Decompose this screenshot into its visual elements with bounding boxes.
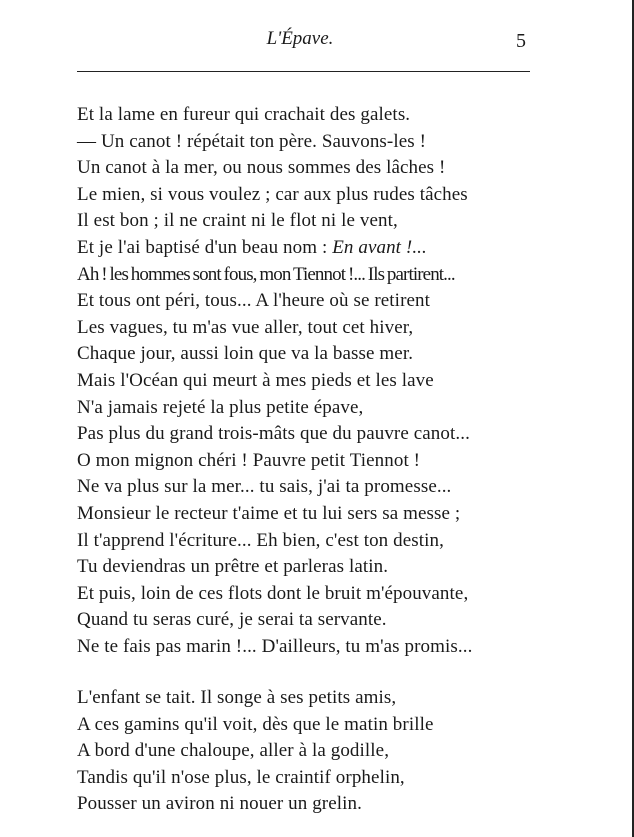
verse-line: Chaque jour, aussi loin que va la basse mer. (77, 343, 414, 365)
verse-line: Il t'apprend l'écriture... Eh bien, c'est ton destin, (77, 529, 444, 551)
verse-line: Un canot à la mer, ou nous sommes des lâches ! (77, 157, 446, 179)
verse-line: L'enfant se tait. Il songe à ses petits amis, (77, 687, 397, 708)
verse-line: Et tous ont péri, tous... A l'heure où se retirent (77, 290, 431, 312)
verse-line: Tandis qu'il n'ose plus, le craintif orphelin, (77, 766, 405, 788)
verse-line: Et la lame en fureur qui crachait des galets. (77, 104, 411, 125)
verse-line: — Un canot ! répétait ton père. Sauvons-les ! (77, 130, 427, 152)
verse-line: Tu deviendras un prêtre et parleras latin. (77, 556, 389, 578)
verse-line: Ne te fais pas marin !... D'ailleurs, tu m'as promis... (77, 635, 473, 657)
verse-line: Monsieur le recteur t'aime et tu lui sers sa messe ; (77, 502, 461, 524)
verse-line: Mais l'Océan qui meurt à mes pieds et les lave (77, 369, 434, 391)
verse-text: Et je l'ai baptisé d'un beau nom : (77, 236, 333, 258)
stanza-2 (77, 685, 434, 818)
running-title: L'Épave. (266, 28, 334, 49)
page-number: 5 (516, 30, 526, 52)
verse-line: Il est bon ; il ne craint ni le flot ni le vent, (77, 210, 398, 232)
verse-line: Et puis, loin de ces flots dont le bruit m'épouvante, (77, 582, 469, 604)
verse-line: N'a jamais rejeté la plus petite épave, (77, 396, 364, 418)
verse-line: Ne va plus sur la mer... tu sais, j'ai ta promesse... (77, 476, 452, 498)
header-rule (77, 71, 530, 72)
verse-line: A ces gamins qu'il voit, dès que le matin brille (77, 713, 434, 735)
verse-line: Quand tu seras curé, je serai ta servante. (77, 609, 387, 631)
verse-line: Pas plus du grand trois-mâts que du pauvre canot... (77, 423, 470, 445)
verse-line: A bord d'une chaloupe, aller à la godille, (77, 740, 390, 762)
verse-line: O mon mignon chéri ! Pauvre petit Tiennot ! (77, 449, 421, 471)
verse-line: Pousser un aviron ni nouer un grelin. (77, 793, 362, 815)
verse-line: Le mien, si vous voulez ; car aux plus rudes tâches (77, 183, 468, 205)
verse-line (77, 235, 472, 262)
italic-boat-name: En avant !... (332, 236, 427, 258)
verse-line: Les vagues, tu m'as vue aller, tout cet hiver, (77, 316, 414, 338)
verse-line: Ah ! les hommes sont fous, mon Tiennot !... Ils partirent... (77, 263, 455, 285)
stanza-1 (77, 102, 472, 660)
